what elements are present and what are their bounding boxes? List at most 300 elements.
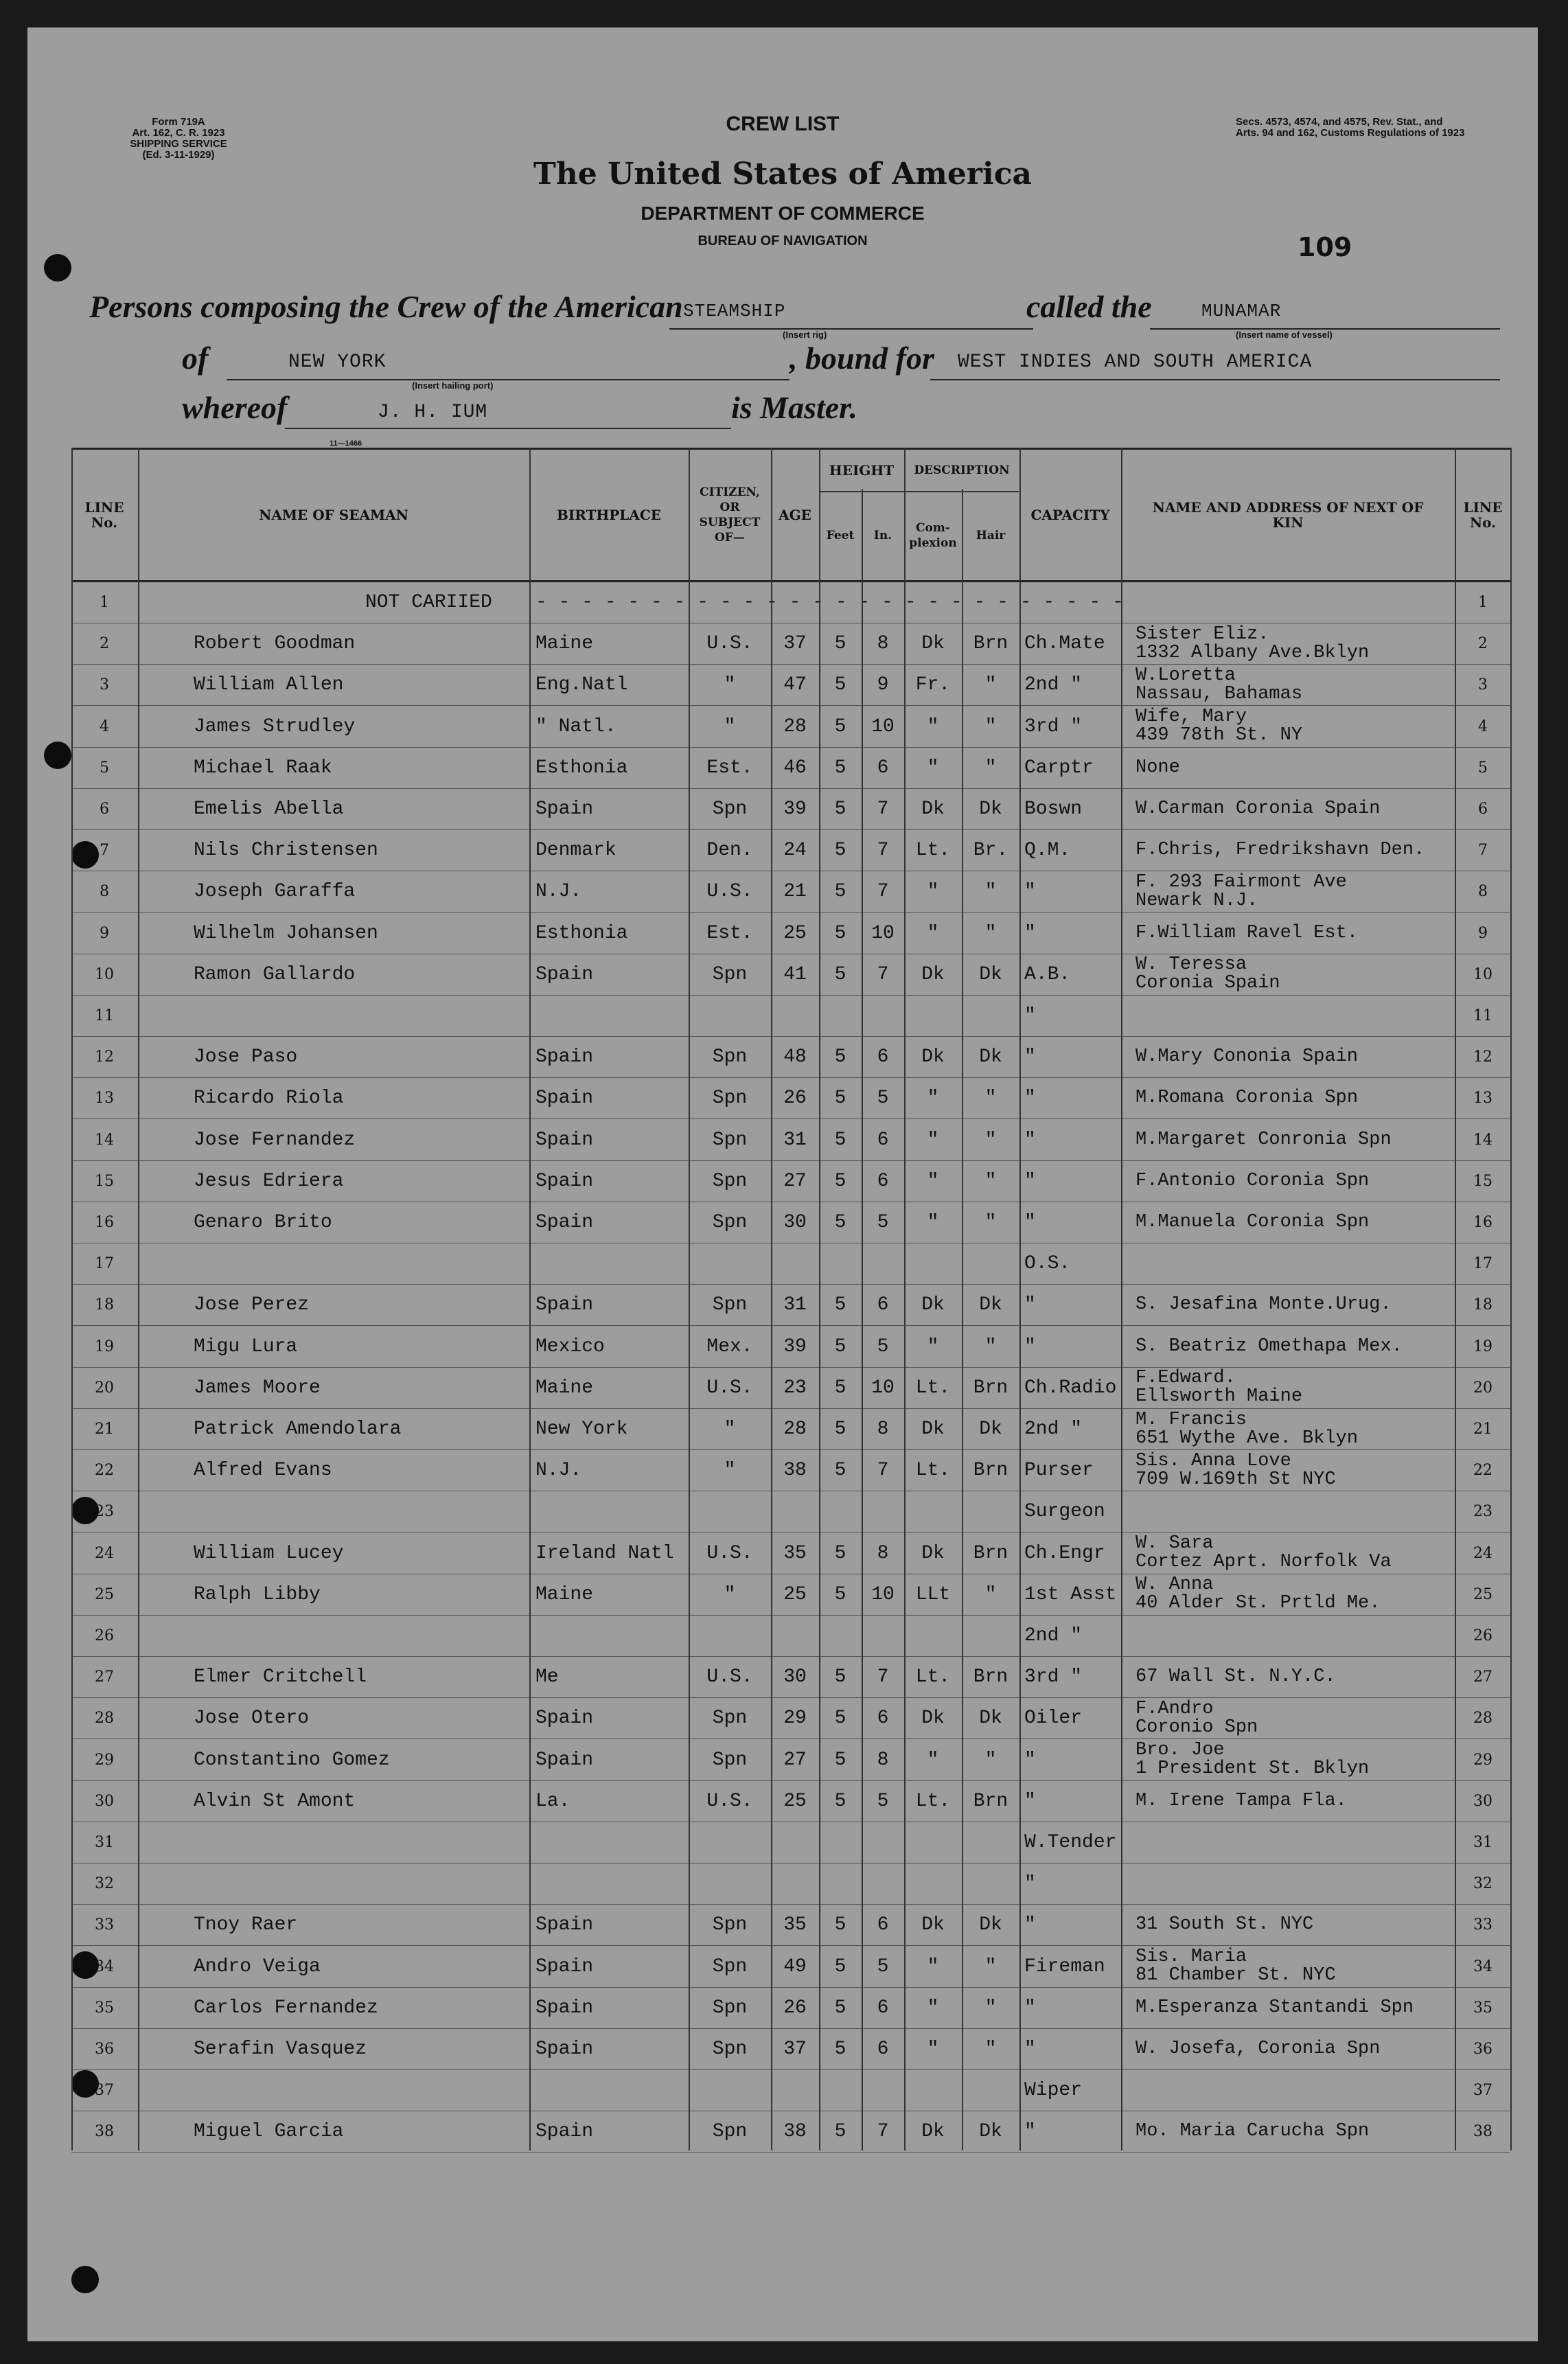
line-number-right: 4 <box>1478 718 1488 735</box>
next-of-kin-line: Bro. Joe <box>1135 1740 1225 1761</box>
hair-cell: Dk <box>979 1294 1002 1316</box>
line-number-right: 36 <box>1473 2041 1492 2058</box>
age-cell: 39 <box>783 799 807 820</box>
height-inches-cell <box>862 1616 903 1656</box>
age-cell: 41 <box>783 963 807 985</box>
line-number-right: 23 <box>1473 1503 1492 1521</box>
birthplace-cell: Esthonia <box>535 922 628 944</box>
birthplace-cell: Spain <box>535 1046 594 1068</box>
seaman-name: Joseph Garaffa <box>194 881 356 903</box>
birthplace-cell: Mexico <box>535 1335 605 1357</box>
height-feet-cell: 5 <box>834 2121 846 2143</box>
line-number: 37 <box>95 2082 114 2100</box>
line-number-right: 38 <box>1473 2123 1492 2141</box>
citizen-cell: Spn <box>712 1749 748 1771</box>
complexion-cell <box>905 1243 961 1284</box>
header-feet: Feet <box>826 529 855 542</box>
crew-row <box>71 913 1510 954</box>
complexion-cell: " <box>927 881 939 903</box>
header-hair: Hair <box>976 529 1006 542</box>
complexion-cell <box>905 1863 961 1904</box>
complexion-cell: Dk <box>921 1046 945 1068</box>
column-rule <box>529 448 531 2150</box>
hair-cell: " <box>984 674 997 696</box>
height-inches-cell: 7 <box>877 799 889 820</box>
seaman-name <box>139 1616 529 1656</box>
of-label: of <box>182 341 209 376</box>
complexion-cell: " <box>927 1749 939 1771</box>
header-citizen: CITIZEN, OR SUBJECT OF— <box>699 485 761 544</box>
crew-row <box>71 1657 1510 1698</box>
age-cell: 46 <box>783 757 807 779</box>
age-cell <box>772 996 818 1036</box>
citizen-cell: " <box>724 1583 736 1605</box>
seaman-name: Ricardo Riola <box>194 1088 344 1110</box>
citizen-cell <box>689 1491 770 1532</box>
hair-cell: " <box>984 1212 997 1233</box>
hair-cell <box>962 582 1019 623</box>
hair-cell: " <box>984 715 997 737</box>
line-number-right: 30 <box>1473 1792 1492 1810</box>
header-name: NAME OF SEAMAN <box>259 507 408 523</box>
crew-row <box>71 871 1510 913</box>
age-cell: 31 <box>783 1129 807 1151</box>
next-of-kin-line: Nassau, Bahamas <box>1135 683 1303 704</box>
height-inches-cell: 10 <box>871 1583 895 1605</box>
citizen-cell: Spn <box>712 1955 748 1977</box>
height-feet-cell: 5 <box>834 1212 846 1233</box>
next-of-kin-line: W. Teressa <box>1135 954 1247 976</box>
citizen-cell: Den. <box>706 840 753 862</box>
seaman-name: Genaro Brito <box>194 1212 332 1233</box>
complexion-cell: " <box>927 1335 939 1357</box>
line-number-right: 19 <box>1473 1338 1492 1355</box>
citizen-cell: U.S. <box>706 881 753 903</box>
age-cell: 28 <box>783 1419 807 1440</box>
citizen-cell: Spn <box>712 1708 748 1730</box>
complexion-cell: Fr. <box>915 674 951 696</box>
line-number-right: 7 <box>1478 842 1488 860</box>
complexion-cell: Lt. <box>915 1460 951 1482</box>
height-feet-cell <box>820 2070 861 2111</box>
complexion-cell: Lt. <box>915 840 951 862</box>
next-of-kin-line: None <box>1135 757 1180 778</box>
citizen-cell: Spn <box>712 2121 748 2143</box>
hair-cell <box>962 996 1019 1036</box>
next-of-kin-line: F. 293 Fairmont Ave <box>1135 871 1347 893</box>
next-of-kin-cell <box>1122 1822 1454 1863</box>
age-cell: 35 <box>783 1542 807 1564</box>
citizen-cell: Spn <box>712 1088 748 1110</box>
next-of-kin-line: S. Jesafina Monte.Urug. <box>1135 1294 1392 1316</box>
hair-cell: " <box>984 2039 997 2060</box>
age-cell: 25 <box>783 1790 807 1812</box>
next-of-kin-line: Sister Eliz. <box>1135 623 1269 645</box>
height-feet-cell: 5 <box>834 881 846 903</box>
citizen-cell: Spn <box>712 1914 748 1936</box>
whereof-label: whereof <box>182 390 288 425</box>
seaman-name: Elmer Critchell <box>194 1666 367 1688</box>
line-number-right: 20 <box>1473 1379 1492 1397</box>
seaman-name: NOT CARIIED <box>365 592 492 613</box>
line-number-right: 24 <box>1473 1544 1492 1562</box>
column-rule <box>1121 448 1122 2150</box>
birthplace-cell: Ireland Natl <box>535 1542 674 1564</box>
height-inches-cell: 6 <box>877 757 889 779</box>
complexion-cell: " <box>927 2039 939 2060</box>
complexion-cell: " <box>927 1212 939 1233</box>
crew-table <box>71 448 1510 2155</box>
birthplace-cell: Spain <box>535 799 594 820</box>
capacity-cell: " <box>1024 1294 1036 1316</box>
citizen-cell: Spn <box>712 1294 748 1316</box>
height-inches-cell: 7 <box>877 840 889 862</box>
height-inches-cell: 6 <box>877 1129 889 1151</box>
column-rule <box>1455 448 1456 2150</box>
birthplace-cell: - - - - - - - - - - - - - - - - - - - - - - - - - - <box>535 592 1124 613</box>
complexion-cell <box>905 1491 961 1532</box>
citizen-cell: Est. <box>706 757 753 779</box>
complexion-cell: Dk <box>921 633 945 655</box>
column-rule <box>862 489 863 2150</box>
header-capacity: CAPACITY <box>1030 507 1110 523</box>
seaman-name: Ramon Gallardo <box>194 963 356 985</box>
height-inches-cell: 5 <box>877 1088 889 1110</box>
line-number-right: 25 <box>1473 1585 1492 1603</box>
seaman-name: Ralph Libby <box>194 1583 321 1605</box>
crew-row <box>71 623 1510 665</box>
column-rule <box>71 448 73 2150</box>
seaman-name: Alvin St Amont <box>194 1790 356 1812</box>
hair-cell: Dk <box>979 799 1002 820</box>
height-inches-cell <box>862 1863 903 1904</box>
line-number: 17 <box>95 1255 114 1273</box>
line-number-right: 1 <box>1478 594 1488 611</box>
crew-row <box>71 2070 1510 2111</box>
height-feet-cell: 5 <box>834 1583 846 1605</box>
crew-row <box>71 1120 1510 1161</box>
complexion-cell <box>905 996 961 1036</box>
line-number: 31 <box>95 1834 114 1851</box>
hair-cell <box>962 1491 1019 1532</box>
header-line-no: LINE No. <box>84 499 124 531</box>
hair-cell: " <box>984 1955 997 1977</box>
hair-cell <box>962 1863 1019 1904</box>
birthplace-cell: Spain <box>535 1749 594 1771</box>
line-number-right: 8 <box>1478 883 1488 901</box>
height-feet-cell: 5 <box>834 963 846 985</box>
line-number: 22 <box>95 1462 114 1480</box>
crew-row <box>71 1905 1510 1946</box>
capacity-cell: " <box>1024 2121 1036 2143</box>
next-of-kin-cell <box>1122 1740 1454 1780</box>
height-feet-cell: 5 <box>834 840 846 862</box>
next-of-kin-cell <box>1122 1781 1454 1822</box>
header-birthplace: BIRTHPLACE <box>556 507 662 523</box>
birthplace-cell: Spain <box>535 1129 594 1151</box>
capacity-cell: Purser <box>1024 1460 1094 1482</box>
next-of-kin-cell <box>1122 1243 1454 1284</box>
complexion-cell: " <box>927 1088 939 1110</box>
height-inches-cell <box>862 1243 903 1284</box>
complexion-cell: Lt. <box>915 1377 951 1399</box>
column-rule <box>689 448 690 2150</box>
crew-list-title: CREW LIST <box>726 113 840 135</box>
age-cell: 48 <box>783 1046 807 1068</box>
capacity-cell: " <box>1024 1170 1036 1192</box>
column-rule <box>819 448 820 2150</box>
height-feet-cell: 5 <box>834 1377 846 1399</box>
age-cell: 26 <box>783 1997 807 2019</box>
next-of-kin-line: Wife, Mary <box>1135 707 1247 728</box>
line-number: 19 <box>95 1338 114 1355</box>
line-number: 2 <box>100 635 109 653</box>
crew-row <box>71 1037 1510 1078</box>
next-of-kin-cell <box>1122 1078 1454 1118</box>
line-number: 28 <box>95 1710 114 1728</box>
height-feet-cell: 5 <box>834 1088 846 1110</box>
next-of-kin-line: W.Carman Coronia Spain <box>1135 799 1381 819</box>
complexion-cell: " <box>927 715 939 737</box>
line-number: 3 <box>100 676 109 694</box>
line-number: 7 <box>100 842 109 860</box>
next-of-kin-line: Coronia Spain <box>1135 973 1280 994</box>
age-cell: 23 <box>783 1377 807 1399</box>
complexion-cell: Dk <box>921 1708 945 1730</box>
header-line-no-right: LINE No. <box>1463 499 1503 531</box>
header-description: DESCRIPTION <box>914 463 1010 477</box>
department-title: DEPARTMENT OF COMMERCE <box>641 203 925 224</box>
citizen-cell: Est. <box>706 922 753 944</box>
citizen-cell: Spn <box>712 1046 748 1068</box>
line-number-right: 14 <box>1473 1131 1492 1149</box>
crew-row <box>71 1161 1510 1202</box>
age-cell: 31 <box>783 1294 807 1316</box>
crew-phrase: Persons composing the Crew of the American <box>89 289 683 324</box>
line-number: 5 <box>100 759 109 777</box>
height-inches-cell: 7 <box>877 1460 889 1482</box>
citizen-cell <box>689 582 770 623</box>
line-number: 32 <box>95 1875 114 1893</box>
birthplace-cell: Spain <box>535 1997 594 2019</box>
capacity-cell: " <box>1024 1088 1036 1110</box>
line-number-right: 16 <box>1473 1214 1492 1231</box>
hair-cell: Brn <box>973 1790 1008 1812</box>
complexion-cell: LLt <box>915 1583 951 1605</box>
next-of-kin-cell <box>1122 1120 1454 1160</box>
next-of-kin-cell <box>1122 1657 1454 1697</box>
line-number: 9 <box>100 924 109 942</box>
capacity-cell: Oiler <box>1024 1708 1083 1730</box>
capacity-cell: Fireman <box>1024 1955 1105 1977</box>
age-cell: 30 <box>783 1212 807 1233</box>
age-cell: 49 <box>783 1955 807 1977</box>
birthplace-cell: Me <box>535 1666 559 1688</box>
bound-for-label: , bound for <box>789 341 934 376</box>
height-inches-cell: 6 <box>877 1914 889 1936</box>
capacity-cell: Ch.Radio <box>1024 1377 1117 1399</box>
crew-row <box>71 1450 1510 1491</box>
crew-row <box>71 748 1510 789</box>
next-of-kin-line: M.Romana Coronia Spn <box>1135 1088 1359 1109</box>
column-rule <box>771 448 772 2150</box>
seaman-name: Jose Paso <box>194 1046 298 1068</box>
citizen-cell: " <box>724 1460 736 1482</box>
citizen-cell: " <box>724 1419 736 1440</box>
hair-cell: Dk <box>979 1914 1002 1936</box>
line-number: 20 <box>95 1379 114 1397</box>
next-of-kin-line: M.Margaret Conronia Spn <box>1135 1129 1392 1150</box>
form-id-line: Art. 162, C. R. 1923 <box>132 127 225 139</box>
height-feet-cell: 5 <box>834 1129 846 1151</box>
citizen-cell: Spn <box>712 1997 748 2019</box>
capacity-cell: Ch.Engr <box>1024 1542 1105 1564</box>
birthplace-cell: N.J. <box>535 881 582 903</box>
height-feet-cell: 5 <box>834 1046 846 1068</box>
complexion-cell: " <box>927 757 939 779</box>
next-of-kin-line: M.Manuela Coronia Spn <box>1135 1212 1370 1232</box>
seaman-name: Patrick Amendolara <box>194 1419 402 1440</box>
seaman-name: Jose Otero <box>194 1708 310 1730</box>
seaman-name: Wilhelm Johansen <box>194 922 378 944</box>
port-value: NEW YORK <box>288 352 387 373</box>
crew-rows <box>71 582 1510 2155</box>
seaman-name: Emelis Abella <box>194 799 344 820</box>
seaman-name <box>139 1863 529 1904</box>
next-of-kin-line: 1 President St. Bklyn <box>1135 1758 1370 1780</box>
birthplace-cell: Spain <box>535 1170 594 1192</box>
next-of-kin-line: W. Anna <box>1135 1574 1214 1596</box>
height-feet-cell: 5 <box>834 1997 846 2019</box>
height-feet-cell: 5 <box>834 1914 846 1936</box>
citizen-cell <box>689 1243 770 1284</box>
seaman-name: William Lucey <box>194 1542 344 1564</box>
line-number-right: 17 <box>1473 1255 1492 1273</box>
capacity-cell: " <box>1024 2039 1036 2060</box>
line-number-right: 3 <box>1478 676 1488 694</box>
birthplace-cell: Eng.Natl <box>535 674 628 696</box>
height-feet-cell: 5 <box>834 1708 846 1730</box>
rig-value: STEAMSHIP <box>683 301 786 321</box>
birthplace-cell: Spain <box>535 2121 594 2143</box>
complexion-cell: Lt. <box>915 1666 951 1688</box>
seaman-name: Tnoy Raer <box>194 1914 298 1936</box>
crew-row <box>71 1863 1510 1905</box>
line-number-right: 37 <box>1473 2082 1492 2100</box>
hair-cell: Dk <box>979 2121 1002 2143</box>
hair-cell: Dk <box>979 1708 1002 1730</box>
vessel-value: MUNAMAR <box>1201 301 1282 321</box>
line-number: 10 <box>95 965 114 983</box>
next-of-kin-line: 709 W.169th St NYC <box>1135 1469 1336 1490</box>
line-number-right: 13 <box>1473 1090 1492 1108</box>
height-inches-cell: 10 <box>871 922 895 944</box>
next-of-kin-line: 81 Chamber St. NYC <box>1135 1965 1336 1986</box>
hair-cell <box>962 1243 1019 1284</box>
height-feet-cell: 5 <box>834 1666 846 1688</box>
hair-cell: " <box>984 1129 997 1151</box>
print-note: 11—1466 <box>330 439 362 448</box>
master-value: J. H. IUM <box>378 402 488 423</box>
height-inches-cell: 7 <box>877 963 889 985</box>
birthplace-cell <box>530 1822 688 1863</box>
height-feet-cell: 5 <box>834 1419 846 1440</box>
capacity-cell: Ch.Mate <box>1024 633 1105 655</box>
line-number: 27 <box>95 1668 114 1686</box>
capacity-cell: " <box>1024 1046 1036 1068</box>
next-of-kin-cell <box>1122 1450 1454 1491</box>
next-of-kin-cell <box>1122 1698 1454 1738</box>
next-of-kin-cell <box>1122 748 1454 788</box>
hair-cell: Dk <box>979 963 1002 985</box>
crew-list-document <box>27 27 1538 2341</box>
height-feet-cell <box>820 582 861 623</box>
age-cell <box>772 1491 818 1532</box>
hair-cell: " <box>984 1170 997 1192</box>
next-of-kin-cell <box>1122 665 1454 705</box>
height-inches-cell: 9 <box>877 674 889 696</box>
birthplace-cell: Maine <box>535 1583 594 1605</box>
next-of-kin-cell <box>1122 1368 1454 1408</box>
seaman-name <box>139 1491 529 1532</box>
seaman-name: Nils Christensen <box>194 840 378 862</box>
citizen-cell <box>689 1822 770 1863</box>
hair-cell <box>962 2070 1019 2111</box>
next-of-kin-line: Newark N.J. <box>1135 890 1258 911</box>
height-feet-cell <box>820 1491 861 1532</box>
crew-row <box>71 582 1510 623</box>
crew-row <box>71 1327 1510 1368</box>
rig-hint: (Insert rig) <box>783 330 827 340</box>
capacity-cell: 2nd " <box>1024 1625 1083 1646</box>
height-inches-cell: 8 <box>877 1749 889 1771</box>
hair-cell: Brn <box>973 1666 1008 1688</box>
next-of-kin-line: F.Edward. <box>1135 1368 1236 1389</box>
capacity-cell: 3rd " <box>1024 1666 1083 1688</box>
crew-row <box>71 1822 1510 1863</box>
line-number: 24 <box>95 1544 114 1562</box>
next-of-kin-line: Coronio Spn <box>1135 1717 1258 1738</box>
age-cell: 38 <box>783 1460 807 1482</box>
next-of-kin-cell <box>1122 996 1454 1036</box>
seaman-name: Miguel Garcia <box>194 2121 344 2143</box>
crew-row <box>71 1078 1510 1119</box>
next-of-kin-cell <box>1122 2111 1454 2152</box>
line-number-right: 32 <box>1473 1875 1492 1893</box>
crew-row <box>71 1781 1510 1822</box>
height-inches-cell: 6 <box>877 1294 889 1316</box>
birthplace-cell: Esthonia <box>535 757 628 779</box>
next-of-kin-line: Mo. Maria Carucha Spn <box>1135 2121 1370 2142</box>
seaman-name: Robert Goodman <box>194 633 356 655</box>
hair-cell: Br. <box>973 840 1008 862</box>
line-number: 35 <box>95 1999 114 2017</box>
height-inches-cell: 8 <box>877 1419 889 1440</box>
seaman-name: Jose Fernandez <box>194 1129 356 1151</box>
seaman-name: Jose Perez <box>194 1294 310 1316</box>
destination-value: WEST INDIES AND SOUTH AMERICA <box>958 352 1313 373</box>
citizen-cell <box>689 2070 770 2111</box>
age-cell: 29 <box>783 1708 807 1730</box>
capacity-cell: 2nd " <box>1024 674 1083 696</box>
hair-cell <box>962 1822 1019 1863</box>
hair-cell: Brn <box>973 1542 1008 1564</box>
next-of-kin-cell <box>1122 871 1454 912</box>
crew-row <box>71 2029 1510 2070</box>
header-complexion: Complexion <box>909 521 957 550</box>
line-number: 12 <box>95 1048 114 1066</box>
citizen-cell: Spn <box>712 2039 748 2060</box>
